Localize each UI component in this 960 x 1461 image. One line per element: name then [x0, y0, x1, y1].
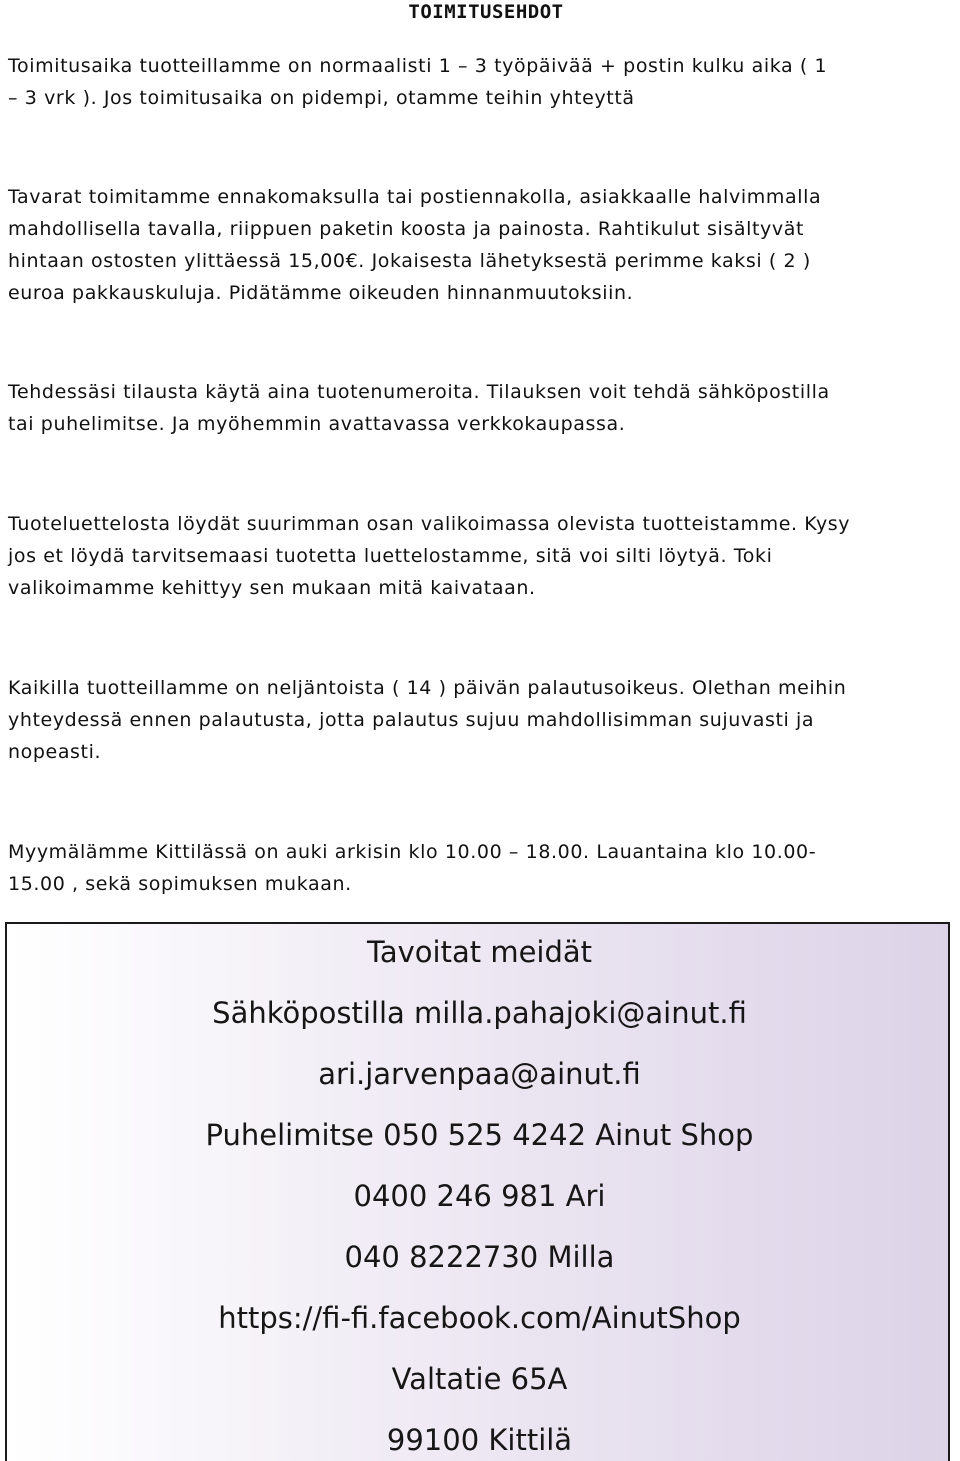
paragraph-line: jos et löydä tarvitsemaasi tuotetta luettelostamme, sitä voi silti löytyä. Toki	[8, 545, 773, 567]
paragraph-line: Toimitusaika tuotteillamme on normaalisti 1 – 3 työpäivää + postin kulku aika ( 1	[8, 55, 828, 77]
paragraph-line: tai puhelimitse. Ja myöhemmin avattavassa verkkokaupassa.	[8, 413, 626, 435]
opening-hours-paragraph	[8, 836, 958, 900]
paragraph-line: Kaikilla tuotteillamme on neljäntoista ( 14 ) päivän palautusoikeus. Olethan meihin	[8, 677, 847, 699]
paragraph-line: – 3 vrk ). Jos toimitusaika on pidempi, otamme teihin yhteyttä	[8, 87, 635, 109]
postal-address: 99100 Kittilä	[386, 1423, 573, 1457]
paragraph-line: yhteydessä ennen palautusta, jotta palautus sujuu mahdollisimman sujuvasti ja	[8, 709, 815, 731]
paragraph-line: Tehdessäsi tilausta käytä aina tuotenumeroita. Tilauksen voit tehdä sähköpostilla	[8, 381, 830, 403]
paragraph-line: euroa pakkauskuluja. Pidätämme oikeuden hinnanmuutoksiin.	[8, 282, 634, 304]
contact-phone-ari: 0400 246 981 Ari	[353, 1179, 606, 1213]
delivery-time-paragraph	[8, 50, 958, 114]
paragraph-line: 15.00 , sekä sopimuksen mukaan.	[8, 873, 352, 895]
paragraph-line: hintaan ostosten ylittäessä 15,00€. Jokaisesta lähetyksestä perimme kaksi ( 2 )	[8, 250, 811, 272]
contact-phone-shop: Puhelimitse 050 525 4242 Ainut Shop	[205, 1118, 754, 1152]
paragraph-line: mahdollisella tavalla, riippuen paketin koosta ja painosta. Rahtikulut sisältyvät	[8, 218, 805, 240]
paragraph-line: Tavarat toimitamme ennakomaksulla tai postiennakolla, asiakkaalle halvimmalla	[8, 186, 822, 208]
contact-heading: Tavoitat meidät	[366, 935, 593, 969]
ordering-paragraph	[8, 376, 958, 440]
shipping-paragraph	[8, 181, 958, 309]
contact-phone-milla: 040 8222730 Milla	[344, 1240, 615, 1274]
document-title: TOIMITUSEHDOT	[408, 1, 564, 23]
contact-box	[5, 922, 950, 1461]
catalog-paragraph	[8, 508, 958, 604]
facebook-link[interactable]: https://fi-fi.facebook.com/AinutShop	[218, 1301, 741, 1335]
street-address: Valtatie 65A	[391, 1362, 568, 1396]
returns-paragraph	[8, 672, 958, 768]
contact-email-1[interactable]: Sähköpostilla milla.pahajoki@ainut.fi	[212, 996, 747, 1030]
paragraph-line: nopeasti.	[8, 741, 102, 763]
contact-email-2[interactable]: ari.jarvenpaa@ainut.fi	[318, 1057, 641, 1091]
paragraph-line: Tuoteluettelosta löydät suurimman osan valikoimassa olevista tuotteistamme. Kysy	[8, 513, 851, 535]
paragraph-line: Myymälämme Kittilässä on auki arkisin klo 10.00 – 18.00. Lauantaina klo 10.00-	[8, 841, 817, 863]
paragraph-line: valikoimamme kehittyy sen mukaan mitä kaivataan.	[8, 577, 536, 599]
